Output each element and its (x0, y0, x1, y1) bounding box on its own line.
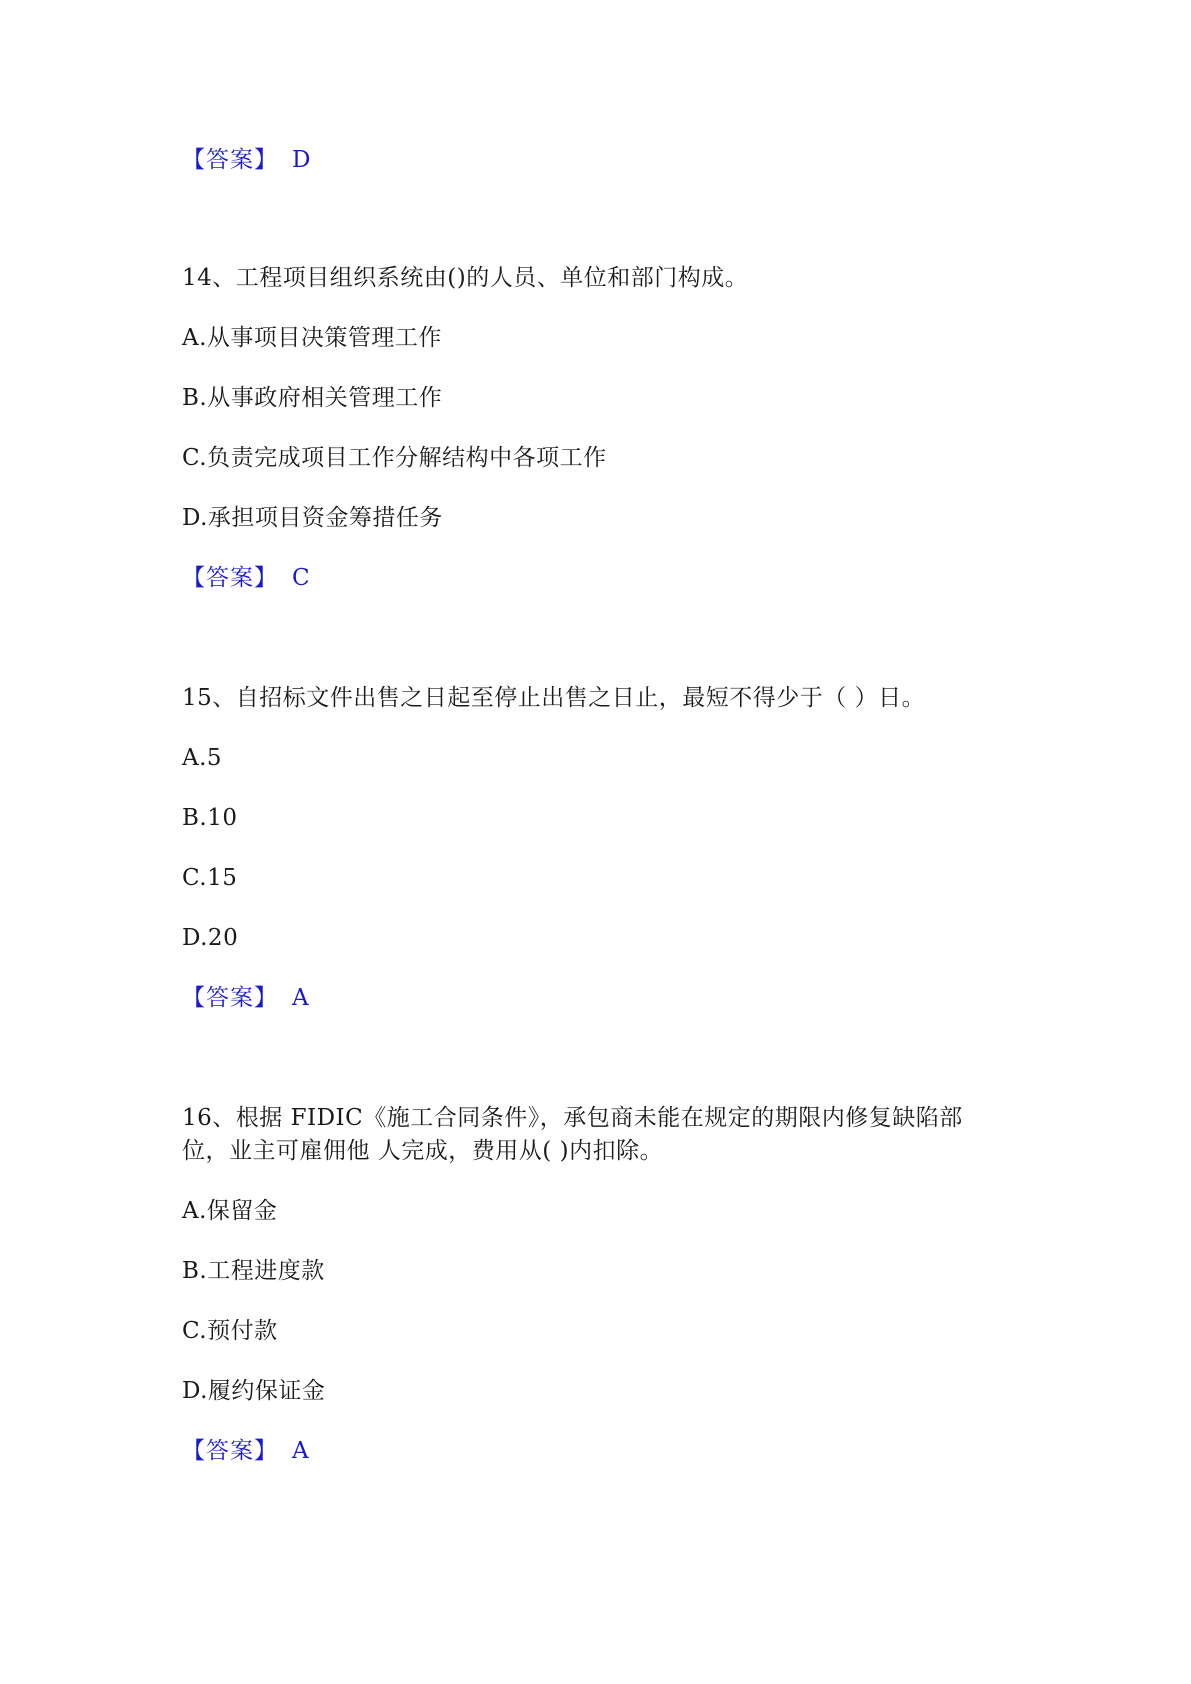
question-15-option-a: A.5 (182, 745, 223, 771)
question-15-option-d: D.20 (182, 925, 239, 951)
question-15-option-c: C.15 (182, 865, 238, 891)
question-16-option-d: D.履约保证金 (182, 1378, 326, 1404)
question-16-option-c: C.预付款 (182, 1318, 278, 1344)
answer-value: A (292, 985, 310, 1011)
answer-label: 【答案】 (182, 147, 278, 173)
question-15-stem: 15、自招标文件出售之日起至停止出售之日止，最短不得少于（ ）日。 (182, 685, 926, 711)
question-16-answer (182, 1435, 309, 1467)
answer-label: 【答案】 (182, 565, 278, 591)
question-15-option-b: B.10 (182, 805, 238, 831)
question-14-option-c: C.负责完成项目工作分解结构中各项工作 (182, 445, 607, 471)
question-14-option-b: B.从事政府相关管理工作 (182, 385, 443, 411)
answer-value: D (292, 147, 311, 173)
question-16-stem-line-1: 16、根据 FIDIC《施工合同条件》，承包商未能在规定的期限内修复缺陷部 (182, 1105, 963, 1131)
question-15-answer (182, 982, 309, 1014)
answer-label: 【答案】 (182, 1438, 278, 1464)
answer-line (182, 144, 311, 176)
question-14-option-d: D.承担项目资金筹措任务 (182, 505, 443, 531)
question-14-answer (182, 562, 310, 594)
question-14-option-a: A.从事项目决策管理工作 (182, 325, 442, 351)
answer-label: 【答案】 (182, 985, 278, 1011)
question-14-stem: 14、工程项目组织系统由()的人员、单位和部门构成。 (182, 265, 749, 291)
question-16-option-a: A.保留金 (182, 1198, 278, 1224)
answer-value: C (292, 565, 311, 591)
question-16-stem-line-2: 位，业主可雇佣他 人完成，费用从( )内扣除。 (182, 1138, 664, 1164)
question-16-option-b: B.工程进度款 (182, 1258, 325, 1284)
answer-value: A (292, 1438, 310, 1464)
